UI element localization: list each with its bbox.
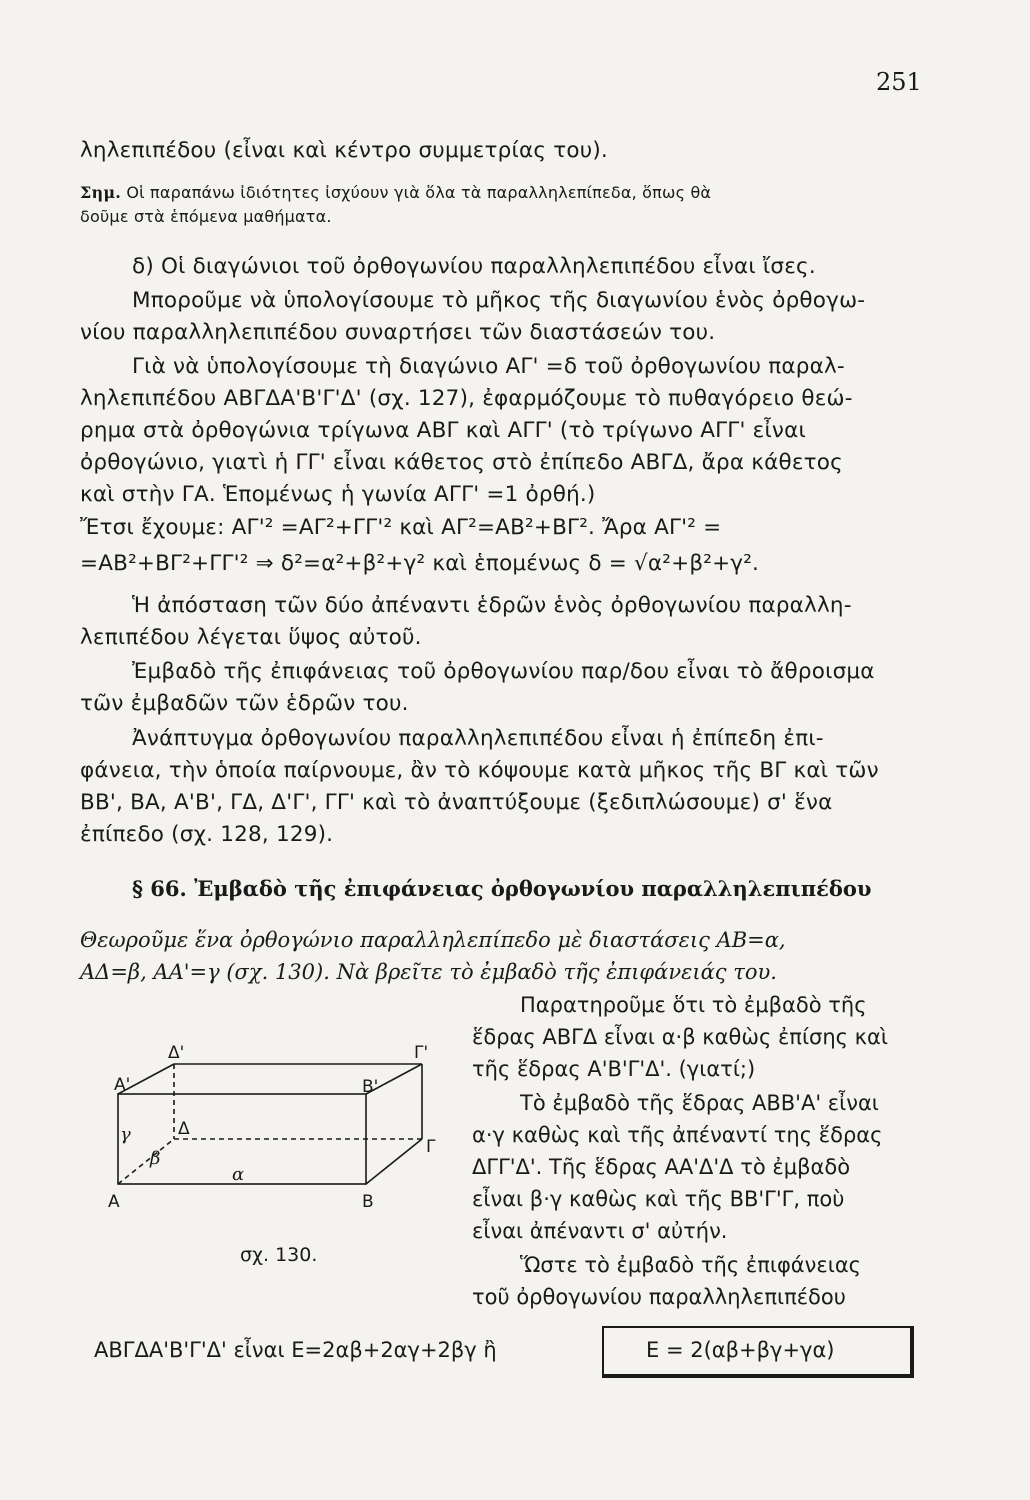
- text-line: α·γ καθὼς καὶ τῆς ἀπέναντί της ἕδρας: [472, 1123, 883, 1147]
- text-line: νίου παραλληλεπιπέδου συναρτήσει τῶν διαστάσεών του.: [80, 320, 716, 345]
- theorem-line: ΑΔ=β, ΑΑ'=γ (σχ. 130). Νὰ βρεῖτε τὸ ἐμβαδὸ τῆς ἐπιφάνειάς του.: [80, 960, 777, 984]
- label-a1: Α': [114, 1075, 131, 1095]
- text-line: δ) Οἱ διαγώνιοι τοῦ ὀρθογωνίου παραλληλεπιπέδου εἶναι ἴσες.: [132, 254, 816, 279]
- text-line: λεπιπέδου λέγεται ὕψος αὐτοῦ.: [80, 625, 422, 650]
- section-heading: § 66. Ἐμβαδὸ τῆς ἐπιφάνειας ὀρθογωνίου παραλληλεπιπέδου: [132, 876, 872, 901]
- text-line: καὶ στὴν ΓΑ. Ἑπομένως ἡ γωνία ΑΓΓ' =1 ὀρθή.): [80, 482, 596, 507]
- label-g1: Γ': [414, 1043, 429, 1063]
- text-line: Ἡ ἀπόσταση τῶν δύο ἀπέναντι ἑδρῶν ἑνὸς ὀρθογωνίου παραλλη-: [132, 593, 852, 618]
- label-b: Β: [362, 1192, 374, 1212]
- equation-line: =ΑΒ²+ΒΓ²+ΓΓ'² ⇒ δ²=α²+β²+γ² καὶ ἑπομένως δ = √α²+β²+γ².: [80, 551, 760, 576]
- text-line: Παρατηροῦμε ὅτι τὸ ἐμβαδὸ τῆς: [520, 993, 867, 1017]
- label-a: Α: [108, 1192, 120, 1212]
- text-line: ληλεπιπέδου ΑΒΓΔΑ'Β'Γ'Δ' (σχ. 127), ἐφαρμόζουμε τὸ πυθαγόρειο θεώ-: [80, 386, 853, 411]
- edge-b-g: [366, 1139, 422, 1184]
- label-b1: Β': [362, 1077, 379, 1097]
- text-line: Μποροῦμε νὰ ὑπολογίσουμε τὸ μῆκος τῆς διαγωνίου ἑνὸς ὀρθογω-: [132, 288, 866, 313]
- page-number: 251: [876, 68, 922, 96]
- text-line: Ὥστε τὸ ἐμβαδὸ τῆς ἐπιφάνειας: [520, 1253, 861, 1277]
- label-d: Δ: [178, 1119, 190, 1139]
- label-d1: Δ': [168, 1043, 185, 1063]
- text-line: Ἐμβαδὸ τῆς ἐπιφάνειας τοῦ ὀρθογωνίου παρ/δου εἶναι τὸ ἄθροισμα: [132, 659, 875, 684]
- text-line: ἕδρας ΑΒΓΔ εἶναι α·β καθὼς ἐπίσης καὶ: [472, 1025, 888, 1049]
- text-line: τοῦ ὀρθογωνίου παραλληλεπιπέδου: [472, 1285, 846, 1309]
- text-line: ἐπίπεδο (σχ. 128, 129).: [80, 822, 334, 847]
- note-line: δοῦμε στὰ ἑπόμενα μαθήματα.: [80, 207, 332, 226]
- text-line: εἶναι β·γ καθὼς καὶ τῆς ΒΒ'Γ'Γ, ποὺ: [472, 1187, 845, 1211]
- label-beta: β: [150, 1148, 161, 1169]
- label-gamma: γ: [120, 1124, 131, 1145]
- equation-line: Ἔτσι ἔχουμε: ΑΓ'² =ΑΓ²+ΓΓ'² καὶ ΑΓ²=ΑΒ²+ΒΓ². Ἄρα ΑΓ'² =: [80, 515, 722, 540]
- text-line: ΒΒ', ΒΑ, Α'Β', ΓΔ, Δ'Γ', ΓΓ' καὶ τὸ ἀναπτύξουμε (ξεδιπλώσουμε) σ' ἕνα: [80, 790, 833, 815]
- text-line: Ἀνάπτυγμα ὀρθογωνίου παραλληλεπιπέδου εἶναι ἡ ἐπίπεδη ἐπι-: [132, 726, 824, 751]
- text-line: ΔΓΓ'Δ'. Τῆς ἕδρας ΑΑ'Δ'Δ τὸ ἐμβαδὸ: [472, 1155, 851, 1179]
- text-line: ρημα στὰ ὀρθογώνια τρίγωνα ΑΒΓ καὶ ΑΓΓ' (τὸ τρίγωνο ΑΓΓ' εἶναι: [80, 418, 806, 443]
- boxed-formula: Ε = 2(αβ+βγ+γα): [646, 1338, 835, 1362]
- text-line: εἶναι ἀπέναντι σ' αὐτήν.: [472, 1219, 728, 1243]
- hidden-edge-a-d: [118, 1139, 174, 1184]
- figure-caption: σχ. 130.: [240, 1244, 318, 1266]
- text-line: ὀρθογώνιο, γιατὶ ἡ ΓΓ' εἶναι κάθετος στὸ ἐπίπεδο ΑΒΓΔ, ἄρα κάθετος: [80, 450, 843, 475]
- text-line: τῶν ἐμβαδῶν τῶν ἑδρῶν του.: [80, 691, 409, 716]
- label-alpha: α: [232, 1164, 245, 1185]
- note-label: Σημ.: [80, 183, 122, 202]
- text-line: Τὸ ἐμβαδὸ τῆς ἕδρας ΑΒΒ'Α' εἶναι: [520, 1091, 879, 1115]
- formula-line: ΑΒΓΔΑ'Β'Γ'Δ' εἶναι Ε=2αβ+2αγ+2βγ ἢ: [94, 1338, 497, 1362]
- text-line: Γιὰ νὰ ὑπολογίσουμε τὴ διαγώνιο ΑΓ' =δ τοῦ ὀρθογωνίου παραλ-: [132, 354, 845, 379]
- text-line: φάνεια, τὴν ὁποία παίρνουμε, ἂν τὸ κόψουμε κατὰ μῆκος τῆς ΒΓ καὶ τῶν: [80, 758, 879, 783]
- text-line: ληλεπιπέδου (εἶναι καὶ κέντρο συμμετρίας του).: [80, 138, 608, 163]
- text-line: τῆς ἕδρας Α'Β'Γ'Δ'. (γιατί;): [472, 1057, 756, 1081]
- note-text: Οἱ παραπάνω ἰδιότητες ἰσχύουν γιὰ ὅλα τὰ παραλληλεπίπεδα, ὅπως θὰ: [121, 183, 712, 202]
- theorem-line: Θεωροῦμε ἕνα ὀρθογώνιο παραλληλεπίπεδο μὲ διαστάσεις ΑΒ=α,: [80, 928, 786, 952]
- label-g: Γ: [426, 1137, 436, 1157]
